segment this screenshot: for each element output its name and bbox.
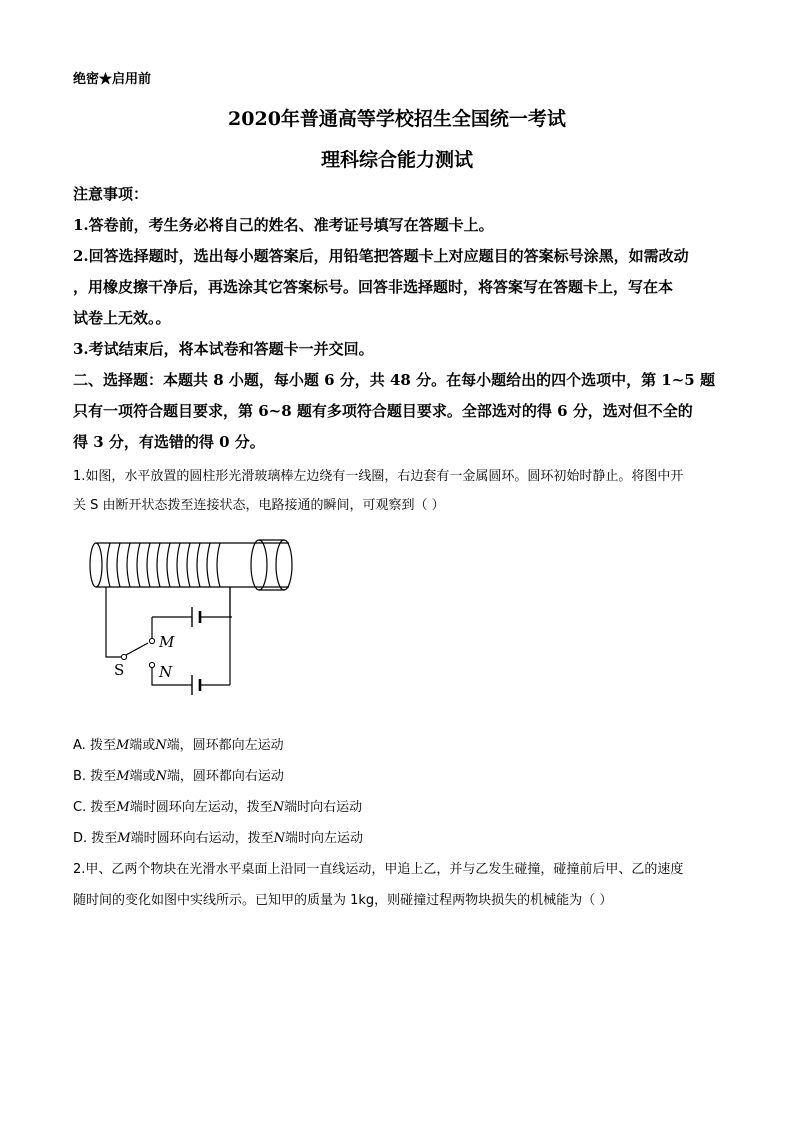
terminal-m-label: M (159, 633, 175, 651)
notice-item: 2.回答选择题时，选出每小题答案后，用铅笔把答题卡上对应题目的答案标号涂黑，如需改动 (73, 247, 689, 265)
confidential-label: 绝密★启用前 (73, 72, 152, 87)
section-instructions: 只有一项符合题目要求，第 6~8 题有多项符合题目要求。全部选对的得 6 分，选对但不全的 (73, 402, 693, 420)
notice-item: 3.考试结束后，将本试卷和答题卡一并交回。 (73, 340, 374, 358)
option-d[interactable]: D. 拨至M端时圆环向右运动，拨至N端时向左运动 (73, 831, 364, 846)
section-instructions: 得 3 分，有选错的得 0 分。 (73, 433, 265, 451)
subject-title: 理科综合能力测试 (320, 149, 473, 171)
option-b[interactable]: B. 拨至M端或N端，圆环都向右运动 (73, 769, 284, 784)
notice-item: 试卷上无效。。 (73, 309, 171, 327)
option-a[interactable]: A. 拨至M端或N端，圆环都向左运动 (73, 738, 284, 753)
switch-s-label: S (114, 661, 125, 679)
question-2-text: 随时间的变化如图中实线所示。已知甲的质量为 1kg，则碰撞过程两物块损失的机械能为（ ） (73, 893, 613, 908)
question-1-text: 关 S 由断开状态拨至连接状态，电路接通的瞬间，可观察到（ ） (73, 498, 445, 513)
option-c[interactable]: C. 拨至M端时圆环向左运动，拨至N端时向右运动 (73, 800, 363, 815)
question-1-text: 1.如图，水平放置的圆柱形光滑玻璃棒左边绕有一线圈，右边套有一金属圆环。圆环初始时静止。将图中开 (73, 469, 684, 484)
notice-heading: 注意事项： (73, 185, 149, 203)
question-2-text: 2.甲、乙两个物块在光滑水平桌面上沿同一直线运动，甲追上乙，并与乙发生碰撞，碰撞前后甲、乙的速度 (73, 862, 684, 877)
section-instructions: 二、选择题：本题共 8 小题，每小题 6 分，共 48 分。在每小题给出的四个选项中，第 1~5 题 (73, 371, 715, 389)
exam-title: 2020年普通高等学校招生全国统一考试 (228, 108, 566, 130)
circuit-figure (84, 535, 314, 710)
notice-item: 1.答卷前，考生务必将自己的姓名、准考证号填写在答题卡上。 (73, 216, 494, 234)
notice-item: ，用橡皮擦干净后，再选涂其它答案标号。回答非选择题时，将答案写在答题卡上，写在本 (73, 278, 674, 296)
terminal-n-label: N (159, 663, 173, 681)
